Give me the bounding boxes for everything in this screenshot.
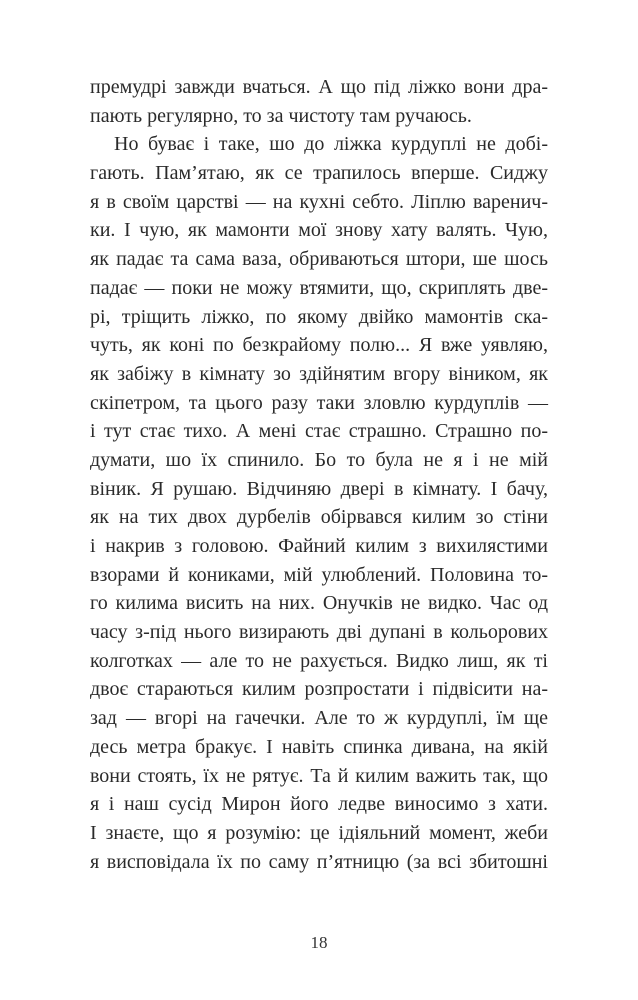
text-line: падає — поки не можу втямити, що, скриплять две- (90, 276, 548, 299)
text-line: і накрив з головою. Файний килим з вихилястими (90, 535, 548, 557)
text-line: як падає та сама ваза, обриваються штори, ше шось (90, 248, 548, 271)
text-line: Но буває і таке, шо до ліжка курдуплі не добі- (114, 133, 548, 156)
text-line: колготках — але то не рахується. Видко лиш, як ті (90, 649, 548, 672)
text-line: і тут стає тихо. А мені стає страшно. Страшно по- (90, 420, 548, 443)
text-line: як на тих двох дурбелів обірвався килим зо стіни (90, 506, 548, 529)
text-line: двоє стараються килим розпростати і підвісити на- (90, 678, 548, 701)
text-line: чуть, як коні по безкрайому полю... Я вже уявляю, (90, 334, 548, 357)
text-line: го килима висить на них. Онучків не видко. Час од (90, 592, 548, 615)
text-line: я в своїм царстві — на кухні себто. Ліплю варенич- (90, 190, 548, 213)
text-line: І знаєте, що я розумію: це ідіяльний момент, жеби (90, 821, 548, 844)
text-line: вони стоять, їх не рятує. Та й килим важить так, що (90, 764, 548, 787)
text-line: гають. Пам’ятаю, як се трапилось вперше. Сиджу (90, 162, 548, 185)
text-line: пають регулярно, то за чистоту там ручаюсь. (90, 104, 472, 127)
text-line: рі, тріщить ліжко, по якому двійко мамонтів ска- (90, 305, 548, 328)
text-line: премудрі завжди вчаться. А що під ліжко вони дра- (90, 76, 548, 98)
text-line: десь метра бракує. І навіть спинка дивана, на якій (90, 735, 548, 758)
text-line: скіпетром, та цього разу таки зловлю курдуплів — (90, 391, 548, 414)
text-line: часу з-під нього визирають дві дупані в кольорових (90, 621, 548, 644)
page-number: 18 (310, 933, 328, 952)
text-line: як забіжу в кімнату зо здійнятим вгору віником, як (90, 362, 548, 385)
text-line: взорами й кониками, мій улюблений. Половина то- (90, 563, 548, 586)
text-line: зад — вгорі на гачечки. Але то ж курдуплі, їм ще (90, 707, 548, 730)
text-line: думати, шо їх спинило. Бо то була не я і не мій (90, 448, 548, 471)
text-line: я висповідала їх по саму п’ятницю (за всі збитошні (90, 850, 548, 873)
body-text (90, 73, 548, 876)
text-line: віник. Я рушаю. Відчиняю двері в кімнату. І бачу, (90, 477, 548, 500)
text-line: ки. І чую, як мамонти мої знову хату валять. Чую, (90, 219, 548, 242)
text-line: я і наш сусід Мирон його ледве виносимо з хати. (90, 793, 548, 816)
